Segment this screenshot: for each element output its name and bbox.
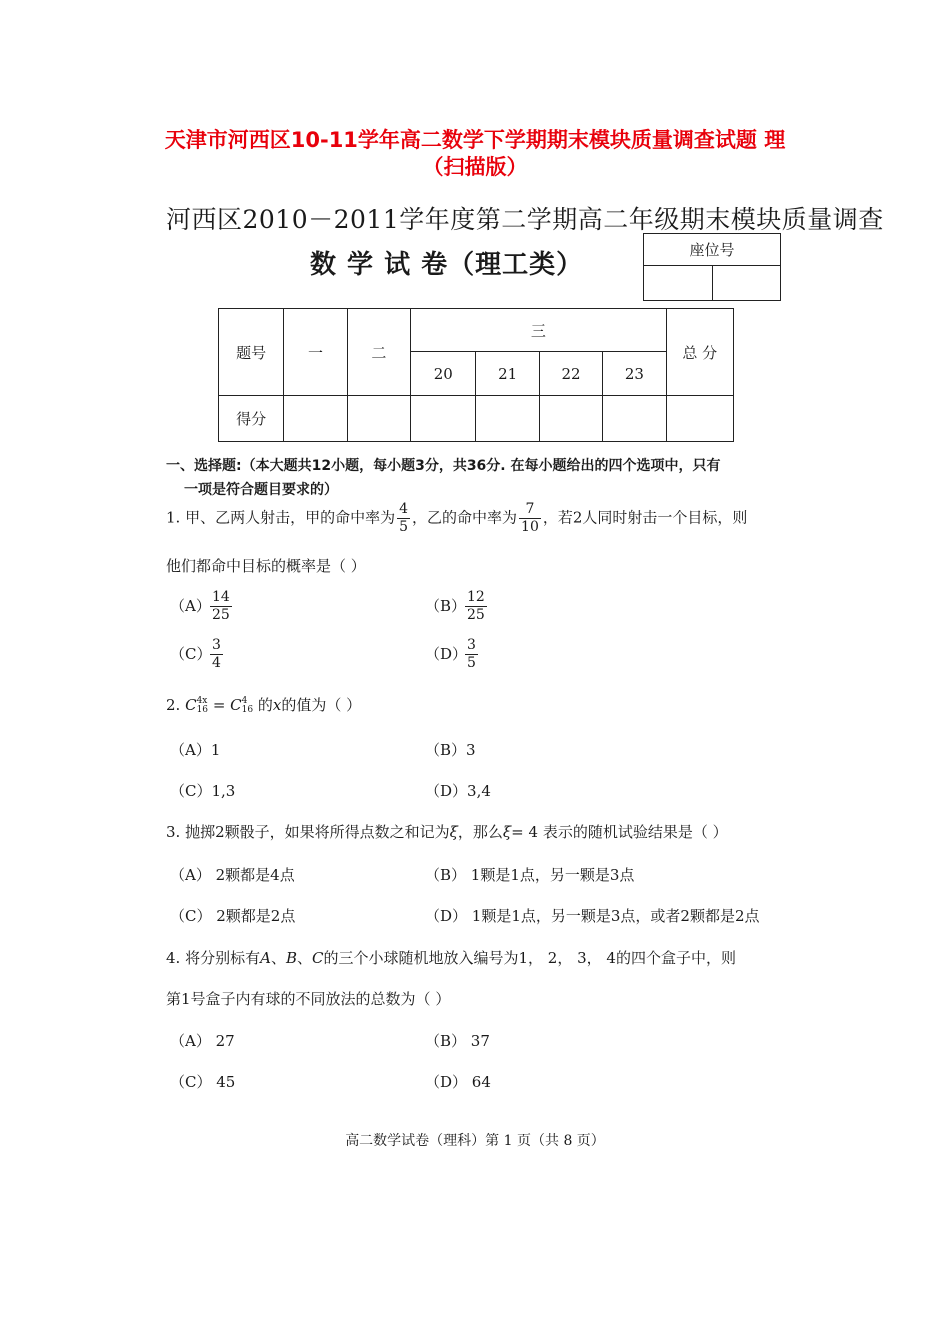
question-4: 4. 将分别标有A、B、C的三个小球随机地放入编号为1， 2， 3， 4的四个盒子中，则 xyxy=(166,949,736,967)
q1-option-c: （C） $\frac{3}{4}$ xyxy=(170,637,221,671)
q2-option-c: （C）1,3 xyxy=(170,782,236,800)
sub-col-21: 21 xyxy=(476,352,539,396)
sub-col-22: 22 xyxy=(539,352,602,396)
q4-option-b: （B） 37 xyxy=(425,1032,490,1050)
score-table xyxy=(218,308,734,442)
q3-option-a: （A） 2颗都是4点 xyxy=(170,866,295,884)
q3-option-c: （C） 2颗都是2点 xyxy=(170,907,296,925)
score-cell xyxy=(284,396,347,442)
fraction-7-10: $\frac{7}{10}$ xyxy=(521,501,539,535)
q2-option-b: （B）3 xyxy=(425,741,476,759)
question-2: 2. C 4x 16 = C 4 16 的x的值为（ ） xyxy=(166,696,362,715)
q4-option-d: （D） 64 xyxy=(425,1073,491,1091)
score-cell xyxy=(666,396,733,442)
sub-col-23: 23 xyxy=(603,352,666,396)
col-two: 二 xyxy=(347,309,410,396)
exam-title: 河西区2010－2011学年度第二学期高二年级期末模块质量调查 xyxy=(166,205,884,234)
score-cell xyxy=(476,396,539,442)
section-heading-cont: 一项是符合题目要求的） xyxy=(184,482,338,498)
q2-option-d: （D）3,4 xyxy=(425,782,491,800)
seat-label: 座位号 xyxy=(644,234,781,266)
exam-subject: 数 学 试 卷（理工类） xyxy=(310,250,584,280)
q2-option-a: （A）1 xyxy=(170,741,221,759)
question-4-line2: 第1号盒子内有球的不同放法的总数为（ ） xyxy=(166,990,451,1008)
section-heading: 一、选择题:（本大题共12小题，每小题3分，共36分. 在每小题给出的四个选项中，只有 xyxy=(166,458,721,474)
document-title: 天津市河西区10-11学年高二数学下学期期末模块质量调查试题 理 xyxy=(164,128,786,152)
col-total: 总 分 xyxy=(666,309,733,396)
score-cell xyxy=(411,396,476,442)
page-footer: 高二数学试卷（理科）第 1 页（共 8 页） xyxy=(345,1133,605,1149)
question-1: 1. 甲、乙两人射击，甲的命中率为 $\frac{4}{5}$ ，乙的命中率为 $\frac{7}{10}$ ，若2人同时射击一个目标，则 xyxy=(166,501,748,535)
fraction-4-5: $\frac{4}{5}$ xyxy=(399,501,409,535)
document-title-scan-note: （扫描版） xyxy=(422,155,528,179)
q4-option-c: （C） 45 xyxy=(170,1073,236,1091)
q1-option-b: （B） $\frac{12}{25}$ xyxy=(425,589,485,623)
q4-option-a: （A） 27 xyxy=(170,1032,235,1050)
row-label-question: 题号 xyxy=(219,309,284,396)
question-1-line2: 他们都命中目标的概率是（ ） xyxy=(166,557,366,575)
seat-cell-1 xyxy=(644,266,713,301)
question-3: 3. 抛掷2颗骰子，如果将所得点数之和记为ξ，那么ξ= 4 表示的随机试验结果是（ ） xyxy=(166,823,728,841)
q1-option-d: （D） $\frac{3}{5}$ xyxy=(425,637,476,671)
seat-number-box xyxy=(643,233,781,301)
score-cell xyxy=(539,396,602,442)
col-three: 三 xyxy=(411,309,666,352)
q3-option-d: （D） 1颗是1点，另一颗是3点，或者2颗都是2点 xyxy=(425,907,760,925)
score-cell xyxy=(603,396,666,442)
score-cell xyxy=(347,396,410,442)
q1-option-a: （A） $\frac{14}{25}$ xyxy=(170,589,230,623)
sub-col-20: 20 xyxy=(411,352,476,396)
q3-option-b: （B） 1颗是1点，另一颗是3点 xyxy=(425,866,635,884)
seat-cell-2 xyxy=(713,266,781,301)
col-one: 一 xyxy=(284,309,347,396)
row-label-score: 得分 xyxy=(219,396,284,442)
